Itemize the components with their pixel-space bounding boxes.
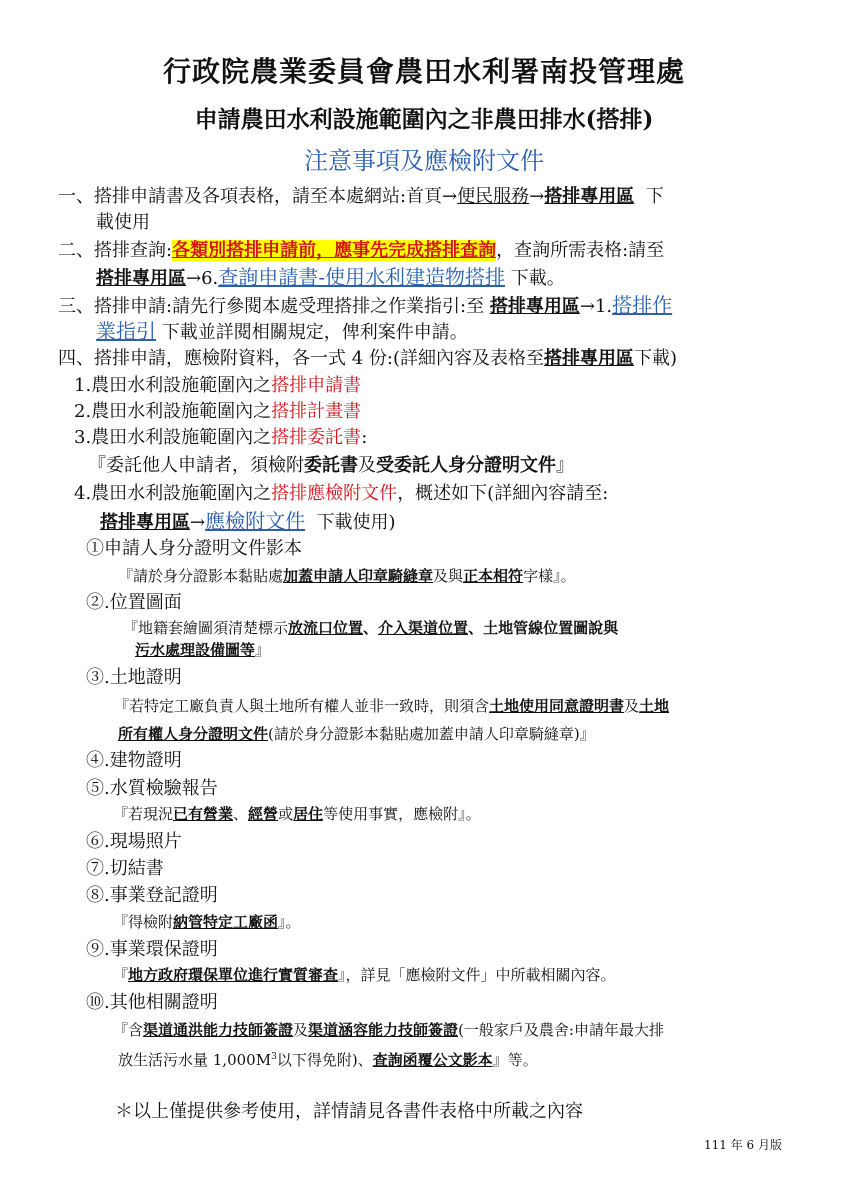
note-emphasis: 加蓋申請人印章騎縫章 xyxy=(283,567,434,585)
download-text: 下載使用) xyxy=(316,512,396,533)
item-2-text-end: 下載。 xyxy=(510,268,565,289)
note-emphasis: 地方政府環保單位進行實質審查 xyxy=(128,966,339,984)
sub-item-3: ③.土地證明 xyxy=(86,667,182,688)
note-text: 及 xyxy=(624,697,640,715)
note-text: 及 xyxy=(293,1021,309,1039)
sub-item-4: ④.建物證明 xyxy=(86,750,182,771)
list-item-1 xyxy=(74,373,361,399)
note-text: 『請於身分證影本黏貼處 xyxy=(118,567,284,585)
note-bold: 受委託人身分證明文件 xyxy=(376,455,556,476)
note-text: 等使用事實，應檢附』。 xyxy=(323,805,481,823)
list-item-3 xyxy=(74,425,367,451)
sub-item-5-note xyxy=(113,803,481,825)
note-text: 、 xyxy=(363,619,379,637)
note-text: 『地籍套繪圖須清楚標示 xyxy=(123,619,289,637)
sub-item-3-note-line-2 xyxy=(118,723,595,745)
note-text: 』 xyxy=(556,455,574,476)
note-emphasis: 納管特定工廠函 xyxy=(173,913,279,931)
item-1-text-end: 下 xyxy=(645,186,664,207)
link-convenience-services[interactable]: 便民服務 xyxy=(457,186,530,207)
list-item-3-text: 3.農田水利設施範圍內之 xyxy=(74,427,272,448)
item-4-text-end: 下載) xyxy=(633,348,678,369)
item-2-label: 二、搭排查詢: xyxy=(58,240,173,261)
link-query-application[interactable]: 查詢申請書-使用水利建造物搭排 xyxy=(218,265,506,289)
list-item-1-text: 1.農田水利設施範圍內之 xyxy=(74,375,272,396)
item-3-line-1 xyxy=(58,292,672,320)
note-text: 』。 xyxy=(278,913,301,931)
note-text: (請於身分證影本黏貼處加蓋申請人印章騎縫章)』 xyxy=(268,725,595,743)
arrow-text: → xyxy=(529,186,545,207)
arrow-text: →6. xyxy=(186,268,219,289)
note-emphasis: 查詢函覆公文影本 xyxy=(372,1051,493,1069)
link-drainage-zone[interactable]: 搭排專用區 xyxy=(543,348,634,369)
section-heading: 注意事項及應檢附文件 xyxy=(304,147,544,175)
item-3-line-2 xyxy=(96,318,468,346)
item-3-text: 三、搭排申請:請先行參閱本處受理搭排之作業指引:至 xyxy=(58,296,485,317)
sub-item-10-note-line-2 xyxy=(118,1046,538,1071)
page-title: 行政院農業委員會農田水利署南投管理處 xyxy=(162,55,685,88)
item-4-line-1 xyxy=(58,346,677,372)
arrow-text: → xyxy=(190,512,206,533)
sub-item-9: ⑨.事業環保證明 xyxy=(86,939,218,960)
sub-item-8-note xyxy=(113,911,301,933)
note-text: 『若特定工廠負責人與土地所有權人並非一致時，則須含 xyxy=(114,697,490,715)
note-text: 以下得免附)、 xyxy=(276,1051,373,1069)
sub-item-10-note-line-1 xyxy=(113,1019,664,1041)
list-item-3-note xyxy=(88,453,574,479)
link-drainage-zone[interactable]: 搭排專用區 xyxy=(100,512,190,533)
list-item-4 xyxy=(74,481,608,507)
version-label: 111 年 6 月版 xyxy=(704,1138,782,1152)
note-text: (一般家戶及農舍:申請年最大排 xyxy=(458,1021,664,1039)
note-emphasis: 土地使用同意證明書 xyxy=(489,697,625,715)
note-emphasis: 渠道涵容能力技師簽證 xyxy=(308,1021,459,1039)
note-text: 『 xyxy=(113,966,129,984)
sub-item-1: ①申請人身分證明文件影本 xyxy=(86,538,302,559)
arrow-text: →1. xyxy=(579,296,613,317)
list-item-4-text-end: ，概述如下(詳細內容請至: xyxy=(397,483,609,504)
item-3-text-end: 下載並詳閱相關規定，俾利案件申請。 xyxy=(161,322,468,343)
note-emphasis: 渠道通洪能力技師簽證 xyxy=(143,1021,294,1039)
note-emphasis: 經營 xyxy=(248,805,279,823)
note-emphasis: 污水處理設備圖等 xyxy=(135,641,256,659)
sub-item-9-note xyxy=(113,964,616,986)
note-text: 『若現況 xyxy=(113,805,174,823)
sub-item-2-note-line-2 xyxy=(135,639,270,661)
doc-plan-form: 搭排計畫書 xyxy=(271,401,362,422)
list-item-2-text: 2.農田水利設施範圍內之 xyxy=(74,401,272,422)
link-drainage-zone[interactable]: 搭排專用區 xyxy=(489,296,580,317)
note-text: 』等。 xyxy=(492,1051,538,1069)
doc-authorization-form: 搭排委託書 xyxy=(271,427,362,448)
link-required-attachments[interactable]: 應檢附文件 xyxy=(205,509,306,533)
note-emphasis: 所有權人身分證明文件 xyxy=(118,725,269,743)
item-2-text: ，查詢所需表格:請至 xyxy=(496,240,665,261)
note-emphasis: 已有營業 xyxy=(173,805,234,823)
link-drainage-zone[interactable]: 搭排專用區 xyxy=(96,268,186,289)
highlight-query-notice: 各類別搭排申請前，應事先完成搭排查詢 xyxy=(172,240,497,261)
sub-item-5: ⑤.水質檢驗報告 xyxy=(86,778,218,799)
note-emphasis: 居住 xyxy=(293,805,324,823)
sub-item-1-note xyxy=(118,565,576,587)
link-operation-guide[interactable]: 搭排作 xyxy=(612,293,673,317)
note-text: 及與 xyxy=(433,567,464,585)
list-item-4-line-2 xyxy=(100,508,396,536)
note-text: 』 xyxy=(255,641,271,659)
link-operation-guide-cont[interactable]: 業指引 xyxy=(96,319,156,343)
item-1-line-2: 載使用 xyxy=(96,212,150,233)
sub-item-7: ⑦.切結書 xyxy=(86,858,164,879)
footer-note: ＊以上僅提供參考使用，詳情請見各書件表格中所載之內容 xyxy=(115,1101,583,1122)
note-text: 、 xyxy=(468,619,484,637)
item-4-text: 四、搭排申請，應檢附資料，各一式 4 份:(詳細內容及表格至 xyxy=(58,348,544,369)
sub-item-2: ②.位置圖面 xyxy=(86,592,182,613)
note-text: 放生活污水量 1,000M xyxy=(118,1051,272,1069)
note-text: 字樣』。 xyxy=(523,567,576,585)
note-emphasis: 土地管線位置圖說與 xyxy=(483,619,619,637)
note-emphasis: 放流口位置 xyxy=(288,619,364,637)
list-item-2 xyxy=(74,399,361,425)
sub-item-6: ⑥.現場照片 xyxy=(86,831,182,852)
sub-item-3-note-line-1 xyxy=(114,695,669,717)
note-emphasis: 正本相符 xyxy=(463,567,524,585)
doc-required-attachments: 搭排應檢附文件 xyxy=(271,483,398,504)
page-subtitle: 申請農田水利設施範圍內之非農田排水(搭排) xyxy=(194,106,654,133)
note-emphasis: 介入渠道位置 xyxy=(378,619,469,637)
link-drainage-zone[interactable]: 搭排專用區 xyxy=(544,186,635,207)
sub-item-10: ⑩.其他相關證明 xyxy=(86,992,218,1013)
superscript: 3 xyxy=(271,1052,277,1062)
item-1-line-1 xyxy=(58,184,664,210)
note-text: 『委託他人申請者，須檢附 xyxy=(88,455,304,476)
sub-item-8: ⑧.事業登記證明 xyxy=(86,885,218,906)
note-text: 『含 xyxy=(113,1021,144,1039)
note-text: 『得檢附 xyxy=(113,913,174,931)
list-item-4-text: 4.農田水利設施範圍內之 xyxy=(74,483,272,504)
sub-item-2-note-line-1 xyxy=(123,617,618,639)
note-bold: 委託書 xyxy=(304,455,358,476)
colon: : xyxy=(361,427,368,448)
note-text: 及 xyxy=(358,455,376,476)
item-1-text: 一、搭排申請書及各項表格，請至本處網站:首頁→ xyxy=(58,186,458,207)
note-text: 、 xyxy=(233,805,249,823)
item-2-line-1 xyxy=(58,238,664,264)
doc-application-form: 搭排申請書 xyxy=(271,375,362,396)
item-2-line-2 xyxy=(96,264,565,292)
note-text: 』，詳見「應檢附文件」中所載相關內容。 xyxy=(338,966,616,984)
note-text: 或 xyxy=(278,805,294,823)
note-emphasis: 土地 xyxy=(639,697,670,715)
